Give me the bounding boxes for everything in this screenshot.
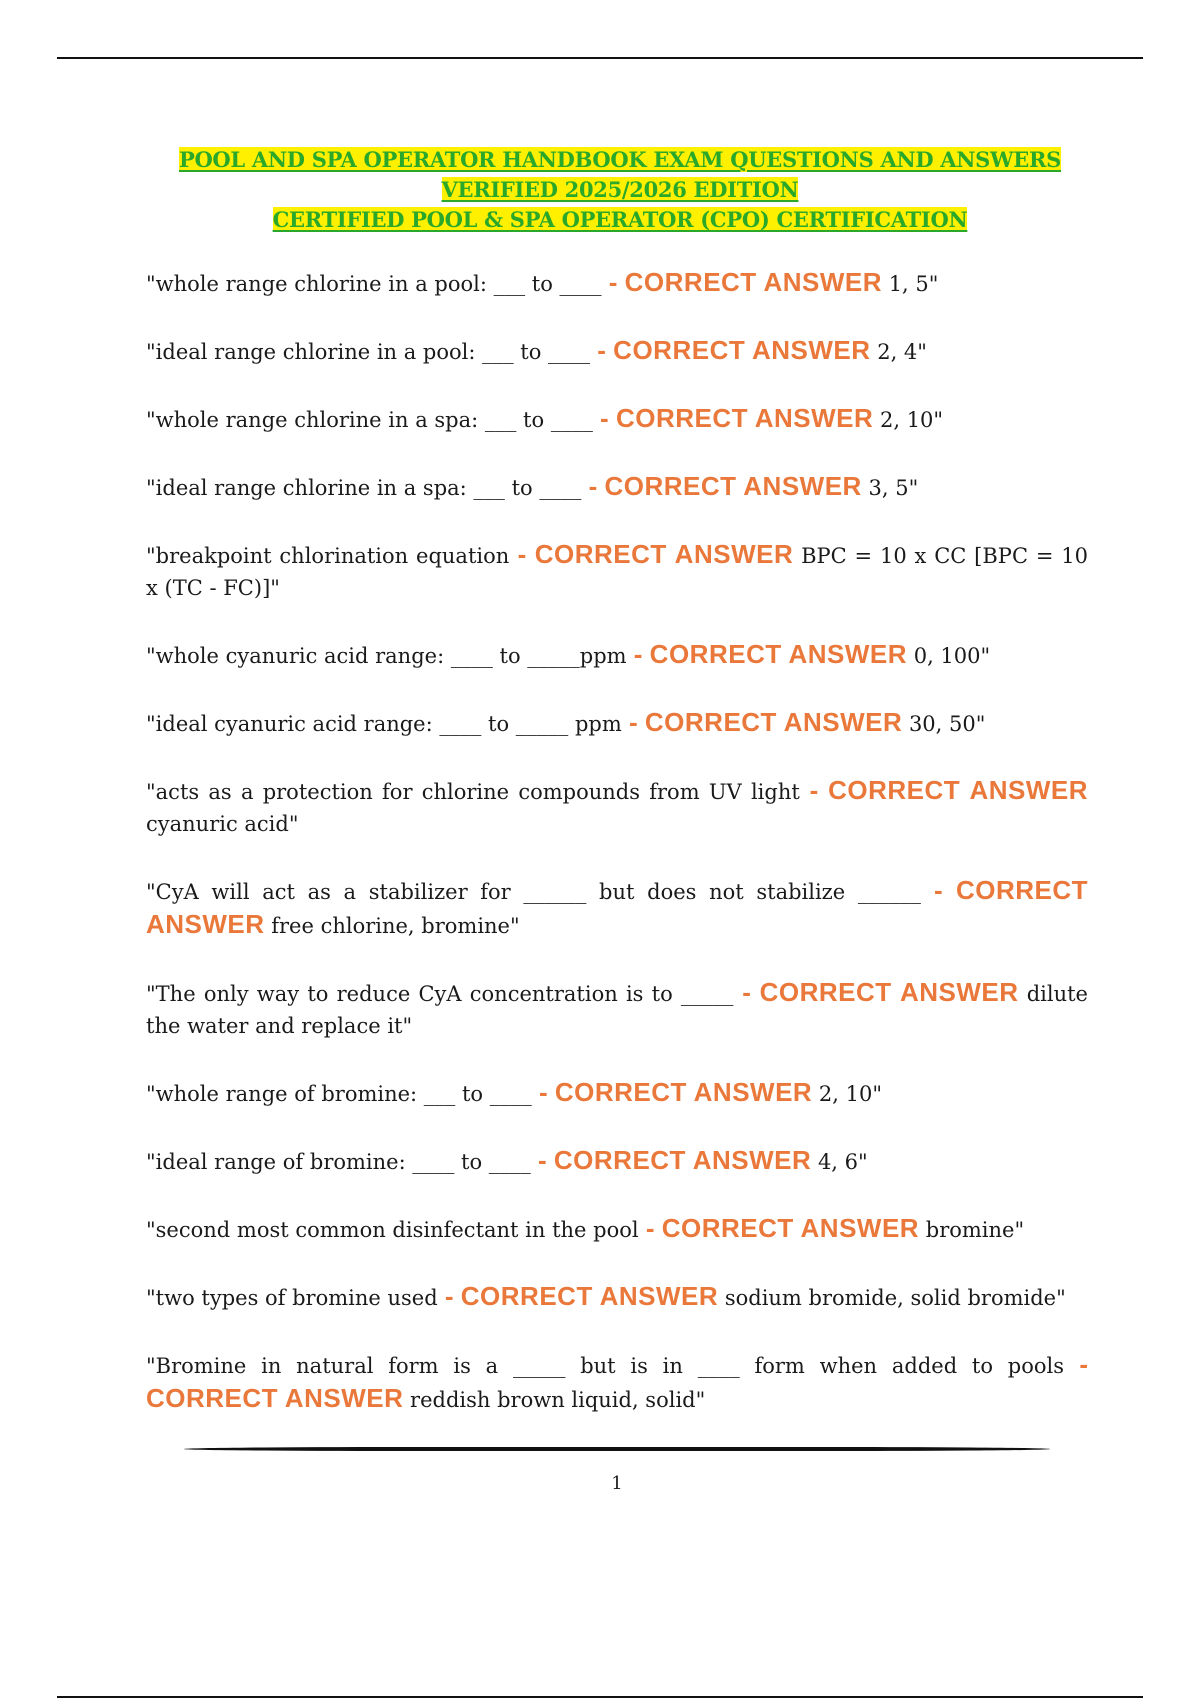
answer-text: free chlorine, bromine": [264, 914, 520, 938]
answer-separator: -: [437, 1281, 461, 1311]
correct-answer-label: CORRECT ANSWER: [146, 1383, 404, 1413]
question-text: "ideal range of bromine: ____ to ____: [146, 1150, 531, 1174]
question-text: "whole cyanuric acid range: ____ to _____ppm: [146, 644, 627, 668]
answer-separator: -: [733, 977, 760, 1007]
answer-separator: -: [638, 1213, 662, 1243]
qa-item: [146, 1144, 1088, 1178]
question-text: "CyA will act as a stabilizer for ______ but does not stabilize ______: [146, 880, 921, 904]
answer-text: 30, 50": [902, 712, 986, 736]
page-number: 1: [611, 1473, 623, 1494]
title-line-3: CERTIFIED POOL & SPA OPERATOR (CPO) CERTIFICATION: [272, 207, 968, 232]
qa-item: [146, 402, 1088, 436]
question-text: "The only way to reduce CyA concentration is to _____: [146, 982, 734, 1006]
answer-separator: -: [920, 875, 956, 905]
qa-item: [146, 874, 1088, 942]
answer-separator: -: [1064, 1349, 1088, 1379]
header-rule: [57, 57, 1143, 59]
answer-separator: -: [626, 639, 650, 669]
question-text: "two types of bromine used: [146, 1286, 438, 1310]
answer-text: dilute the water and replace it": [146, 982, 1088, 1038]
answer-separator: -: [799, 775, 829, 805]
answer-text: BPC = 10 x CC [BPC = 10 x (TC - FC)]": [146, 544, 1089, 600]
question-text: "ideal cyanuric acid range: ____ to _____ ppm: [146, 712, 622, 736]
correct-answer-label: CORRECT ANSWER: [759, 977, 1019, 1007]
answer-text: cyanuric acid": [146, 812, 299, 836]
question-text: "whole range of bromine: ___ to ____: [146, 1082, 532, 1106]
correct-answer-label: CORRECT ANSWER: [460, 1281, 719, 1311]
qa-list: [146, 266, 1088, 1450]
question-text: "ideal range chlorine in a pool: ___ to ____: [146, 340, 591, 364]
qa-item: [146, 1212, 1088, 1246]
correct-answer-label: CORRECT ANSWER: [649, 639, 908, 669]
question-text: "second most common disinfectant in the pool: [146, 1218, 639, 1242]
answer-separator: -: [531, 1077, 555, 1107]
correct-answer-label: CORRECT ANSWER: [828, 775, 1088, 805]
qa-item: [146, 1280, 1088, 1314]
correct-answer-label: CORRECT ANSWER: [615, 403, 874, 433]
qa-item: [146, 774, 1088, 840]
answer-separator: -: [509, 539, 535, 569]
qa-item: [146, 538, 1088, 604]
answer-text: sodium bromide, solid bromide": [718, 1286, 1066, 1310]
correct-answer-label: CORRECT ANSWER: [644, 707, 903, 737]
answer-text: 3, 5": [861, 476, 919, 500]
qa-item: [146, 706, 1088, 740]
answer-separator: -: [581, 471, 605, 501]
qa-item: [146, 266, 1088, 300]
answer-text: 2, 10": [873, 408, 944, 432]
answer-separator: -: [592, 403, 616, 433]
answer-separator: -: [530, 1145, 554, 1175]
qa-item: [146, 976, 1088, 1042]
answer-separator: -: [601, 267, 625, 297]
answer-text: 2, 10": [812, 1082, 882, 1106]
document-title: [0, 145, 1200, 235]
correct-answer-label: CORRECT ANSWER: [661, 1213, 920, 1243]
correct-answer-label: CORRECT ANSWER: [613, 335, 871, 365]
title-line-1: POOL AND SPA OPERATOR HANDBOOK EXAM QUESTIONS AND ANSWERS: [178, 147, 1062, 172]
answer-text: 2, 4": [870, 340, 927, 364]
question-text: "whole range chlorine in a pool: ___ to ____: [146, 272, 602, 296]
question-text: "breakpoint chlorination equation: [146, 544, 510, 568]
qa-item: [146, 1348, 1088, 1416]
answer-text: bromine": [919, 1218, 1025, 1242]
correct-answer-label: CORRECT ANSWER: [553, 1145, 812, 1175]
correct-answer-label: CORRECT ANSWER: [624, 267, 883, 297]
answer-text: 0, 100": [907, 644, 991, 668]
title-line-2: VERIFIED 2025/2026 EDITION: [441, 177, 799, 202]
answer-text: reddish brown liquid, solid": [403, 1388, 706, 1412]
qa-item: [146, 1076, 1088, 1110]
question-text: "acts as a protection for chlorine compounds from UV light: [146, 780, 800, 804]
question-text: "whole range chlorine in a spa: ___ to ____: [146, 408, 593, 432]
page-bottom-rule: [57, 1696, 1143, 1698]
qa-item: [146, 470, 1088, 504]
answer-text: 1, 5": [882, 272, 939, 296]
answer-text: 4, 6": [811, 1150, 868, 1174]
answer-separator: -: [590, 335, 614, 365]
answer-separator: -: [621, 707, 645, 737]
qa-item: [146, 638, 1088, 672]
correct-answer-label: CORRECT ANSWER: [534, 539, 794, 569]
question-text: "ideal range chlorine in a spa: ___ to ____: [146, 476, 582, 500]
correct-answer-label: CORRECT ANSWER: [604, 471, 862, 501]
correct-answer-label: CORRECT ANSWER: [554, 1077, 813, 1107]
correct-answer-label: CORRECT ANSWER: [146, 875, 1088, 939]
footer-rule: [184, 1447, 1050, 1451]
question-text: "Bromine in natural form is a _____ but is in ____ form when added to pools: [146, 1354, 1064, 1378]
qa-item: [146, 334, 1088, 368]
